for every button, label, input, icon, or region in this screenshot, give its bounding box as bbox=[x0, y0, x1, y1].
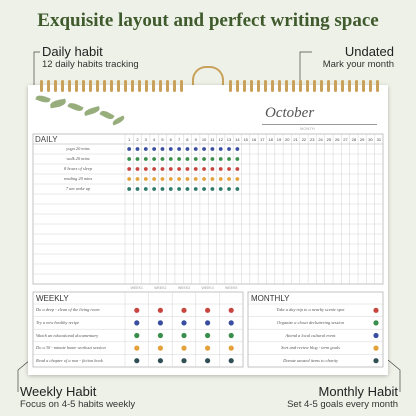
day-number: 28 bbox=[351, 137, 357, 142]
weekly-habit-dot bbox=[158, 358, 163, 363]
day-number: 4 bbox=[152, 137, 156, 142]
weekly-habit-dot bbox=[158, 308, 163, 313]
day-number: 16 bbox=[251, 137, 257, 142]
callout-weekly-sub: Focus on 4-5 habits weekly bbox=[20, 399, 136, 410]
monthly-goal-label: Donate unused items to charity bbox=[283, 357, 338, 363]
weekly-habit-dot bbox=[134, 320, 139, 325]
callout-monthly-sub: Set 4-5 goals every month bbox=[287, 399, 398, 410]
weekly-habit-label: Watch an educational documentary bbox=[36, 332, 99, 338]
day-number: 31 bbox=[376, 137, 382, 142]
day-number: 14 bbox=[235, 137, 240, 142]
day-number: 1 bbox=[128, 137, 131, 142]
monthly-goal-label: Attend a local cultural event bbox=[285, 332, 336, 338]
day-number: 15 bbox=[243, 137, 248, 142]
headline: Exquisite layout and perfect writing space bbox=[37, 10, 379, 31]
day-number: 2 bbox=[136, 137, 139, 142]
day-number: 17 bbox=[260, 137, 265, 142]
weekly-habit-dot bbox=[134, 308, 139, 313]
day-number: 25 bbox=[326, 137, 332, 142]
day-number: 11 bbox=[210, 137, 215, 142]
weekly-habit-dot bbox=[205, 333, 210, 338]
week-column-caption: WEEK5 bbox=[225, 286, 238, 290]
day-number: 24 bbox=[318, 137, 323, 142]
weekly-habit-dot bbox=[181, 358, 186, 363]
weekly-habit-dot bbox=[229, 358, 234, 363]
monthly-goal-label: Sort and review blog - term goals bbox=[281, 345, 340, 351]
weekly-habit-dot bbox=[229, 308, 234, 313]
day-number: 30 bbox=[368, 137, 373, 142]
weekly-habit-dot bbox=[134, 333, 139, 338]
day-number: 3 bbox=[144, 137, 147, 142]
weekly-habit-label: Read a chapter of a non - fiction book bbox=[36, 357, 103, 363]
monthly-goal-dot bbox=[373, 333, 378, 338]
monthly-section-title: MONTHLY bbox=[251, 294, 290, 303]
daily-habit-label: yoga 20 mins bbox=[66, 146, 90, 151]
month-note: MONTH bbox=[300, 126, 315, 131]
day-number: 5 bbox=[161, 137, 164, 142]
weekly-habit-label: Do a deep - clean of the living room bbox=[36, 307, 100, 313]
weekly-habit-dot bbox=[229, 320, 234, 325]
daily-habit-label: 8 hours of sleep bbox=[64, 166, 92, 171]
monthly-goal-dot bbox=[373, 358, 378, 363]
callout-undated-title: Undated bbox=[344, 44, 394, 59]
callout-weekly-title: Weekly Habit bbox=[20, 384, 97, 399]
monthly-goal-label: Organize a closet decluttering session bbox=[277, 319, 344, 325]
monthly-goal-dot bbox=[373, 346, 378, 351]
weekly-habit-label: Do a 30 - minute home workout session bbox=[36, 345, 106, 351]
day-number: 29 bbox=[359, 137, 365, 142]
week-column-caption: WEEK3 bbox=[177, 286, 191, 290]
day-number: 6 bbox=[169, 137, 172, 142]
weekly-habit-dot bbox=[158, 320, 163, 325]
weekly-habit-label: Try a new healthy recipe bbox=[36, 319, 80, 325]
weekly-habit-dot bbox=[205, 308, 210, 313]
month-title: October bbox=[265, 105, 315, 121]
weekly-habit-dot bbox=[229, 333, 234, 338]
weekly-habit-dot bbox=[181, 320, 186, 325]
weekly-habit-dot bbox=[134, 346, 139, 351]
callout-daily-title: Daily habit bbox=[42, 44, 103, 59]
weekly-habit-dot bbox=[229, 346, 234, 351]
weekly-habit-dot bbox=[181, 346, 186, 351]
day-number: 13 bbox=[226, 137, 232, 142]
daily-section-title: DAILY bbox=[35, 135, 58, 144]
callout-daily-sub: 12 daily habits tracking bbox=[42, 59, 139, 70]
weekly-section-frame bbox=[33, 292, 243, 367]
weekly-habit-dot bbox=[134, 358, 139, 363]
monthly-goal-dot bbox=[373, 320, 378, 325]
callout-undated-sub: Mark your month bbox=[322, 59, 394, 70]
day-number: 26 bbox=[334, 137, 340, 142]
day-number: 12 bbox=[218, 137, 223, 142]
day-number: 22 bbox=[301, 137, 307, 142]
daily-habit-label: walk 20 mins bbox=[66, 156, 90, 161]
weekly-habit-dot bbox=[205, 358, 210, 363]
weekly-habit-dot bbox=[158, 333, 163, 338]
day-number: 8 bbox=[186, 137, 189, 142]
day-number: 20 bbox=[285, 137, 290, 142]
day-number: 23 bbox=[310, 137, 315, 142]
weekly-habit-dot bbox=[181, 333, 186, 338]
day-number: 10 bbox=[201, 137, 207, 142]
day-number: 21 bbox=[293, 137, 298, 142]
monthly-goal-dot bbox=[373, 308, 378, 313]
week-column-caption: WEEK2 bbox=[154, 286, 167, 290]
monthly-goal-label: Take a day trip to a nearby scenic spot bbox=[276, 307, 345, 313]
weekly-habit-dot bbox=[181, 308, 186, 313]
weekly-habit-dot bbox=[205, 346, 210, 351]
weekly-section-title: WEEKLY bbox=[36, 294, 69, 303]
day-number: 9 bbox=[194, 137, 197, 142]
callout-monthly-title: Monthly Habit bbox=[318, 384, 398, 399]
week-column-caption: WEEK4 bbox=[201, 286, 214, 290]
daily-habit-label: 7 am wake up bbox=[65, 186, 91, 191]
monthly-section-frame bbox=[248, 292, 383, 367]
day-number: 27 bbox=[343, 137, 348, 142]
day-number: 7 bbox=[177, 137, 181, 142]
week-column-caption: WEEK1 bbox=[130, 286, 143, 290]
weekly-habit-dot bbox=[205, 320, 210, 325]
weekly-habit-dot bbox=[158, 346, 163, 351]
daily-habit-label: reading 20 mins bbox=[63, 176, 93, 181]
day-number: 19 bbox=[276, 137, 282, 142]
day-number: 18 bbox=[268, 137, 273, 142]
